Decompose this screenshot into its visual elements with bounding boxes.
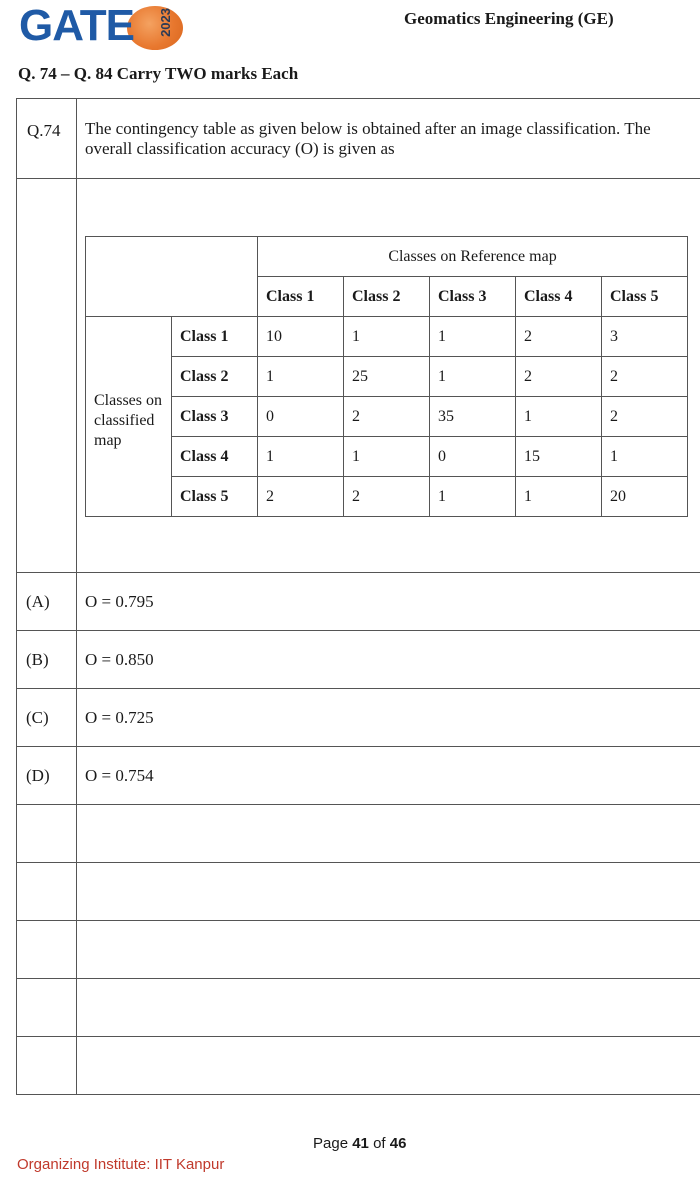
option-label: (D): [17, 747, 77, 805]
empty-cell: [77, 921, 700, 979]
reference-map-header: Classes on Reference map: [258, 237, 688, 277]
empty-row: [17, 863, 700, 921]
table-cell: 2: [516, 357, 602, 397]
page-number: [313, 1135, 406, 1152]
option-text: O = 0.795: [77, 573, 700, 631]
empty-row: [17, 805, 700, 863]
table-row: [86, 357, 688, 397]
table-cell: 1: [344, 437, 430, 477]
empty-cell: [77, 863, 700, 921]
option-text: O = 0.850: [77, 631, 700, 689]
column-header: Class 5: [602, 277, 688, 317]
corner-cell: [86, 237, 258, 317]
table-cell: 1: [344, 317, 430, 357]
column-header: Class 3: [430, 277, 516, 317]
option-label: (C): [17, 689, 77, 747]
empty-cell: [17, 863, 77, 921]
option-label: (B): [17, 631, 77, 689]
option-d[interactable]: [17, 747, 700, 805]
section-title: Q. 74 – Q. 84 Carry TWO marks Each: [18, 64, 299, 83]
table-cell: 1: [258, 437, 344, 477]
column-header: Class 4: [516, 277, 602, 317]
option-a[interactable]: [17, 573, 700, 631]
table-cell: 35: [430, 397, 516, 437]
table-cell: 20: [602, 477, 688, 517]
row-header: Class 1: [172, 317, 258, 357]
page-current: 41: [352, 1135, 369, 1152]
empty-cell: [77, 979, 700, 1037]
empty-row: [17, 921, 700, 979]
table-cell: 0: [258, 397, 344, 437]
empty-cell: [77, 805, 700, 863]
row-header: Class 3: [172, 397, 258, 437]
table-row: [86, 397, 688, 437]
question-table: [16, 98, 700, 1095]
table-cell: 0: [430, 437, 516, 477]
question-text: The contingency table as given below is obtained after an image classification. The overall classification accuracy (O) is given as: [77, 99, 700, 179]
organizer-text: Organizing Institute: IIT Kanpur: [17, 1156, 225, 1173]
column-header: Class 1: [258, 277, 344, 317]
option-b[interactable]: [17, 631, 700, 689]
table-cell: 1: [430, 317, 516, 357]
table-cell: 1: [258, 357, 344, 397]
row-header: Class 2: [172, 357, 258, 397]
classified-map-header: Classes on classified map: [86, 317, 172, 517]
empty-row: [17, 1037, 700, 1095]
option-text: O = 0.725: [77, 689, 700, 747]
column-header: Class 2: [344, 277, 430, 317]
option-label: (A): [17, 573, 77, 631]
page-prefix: Page: [313, 1135, 349, 1152]
row-header: Class 4: [172, 437, 258, 477]
table-cell: 2: [344, 477, 430, 517]
table-cell: 2: [516, 317, 602, 357]
page-of: of: [373, 1135, 386, 1152]
table-cell: 2: [602, 357, 688, 397]
table-cell: 1: [430, 477, 516, 517]
gate-logo: [19, 1, 173, 50]
empty-cell: [77, 1037, 700, 1095]
table-cell: 3: [602, 317, 688, 357]
table-row: [86, 317, 688, 357]
subject-title: Geomatics Engineering (GE): [404, 9, 614, 28]
question-row: [17, 99, 700, 179]
table-cell: 2: [344, 397, 430, 437]
table-cell: 1: [602, 437, 688, 477]
table-cell: 2: [258, 477, 344, 517]
logo-year: 2023: [158, 8, 173, 37]
figure-cell: [77, 179, 700, 573]
option-c[interactable]: [17, 689, 700, 747]
table-cell: 2: [602, 397, 688, 437]
table-cell: 1: [430, 357, 516, 397]
contingency-table: [85, 236, 688, 517]
table-cell: 15: [516, 437, 602, 477]
empty-cell: [17, 1037, 77, 1095]
table-row: [86, 477, 688, 517]
empty-cell: [17, 921, 77, 979]
row-header: Class 5: [172, 477, 258, 517]
logo-text: GATE: [19, 1, 134, 50]
option-text: O = 0.754: [77, 747, 700, 805]
empty-row: [17, 979, 700, 1037]
table-cell: 1: [516, 477, 602, 517]
table-row: [86, 437, 688, 477]
globe-icon: [127, 6, 183, 50]
empty-cell: [17, 805, 77, 863]
question-number: Q.74: [17, 99, 77, 179]
empty-cell: [17, 979, 77, 1037]
table-cell: 10: [258, 317, 344, 357]
table-cell: 25: [344, 357, 430, 397]
table-cell: 1: [516, 397, 602, 437]
page-total: 46: [389, 1135, 407, 1152]
figure-label-cell: [17, 179, 77, 573]
figure-row: [17, 179, 700, 573]
